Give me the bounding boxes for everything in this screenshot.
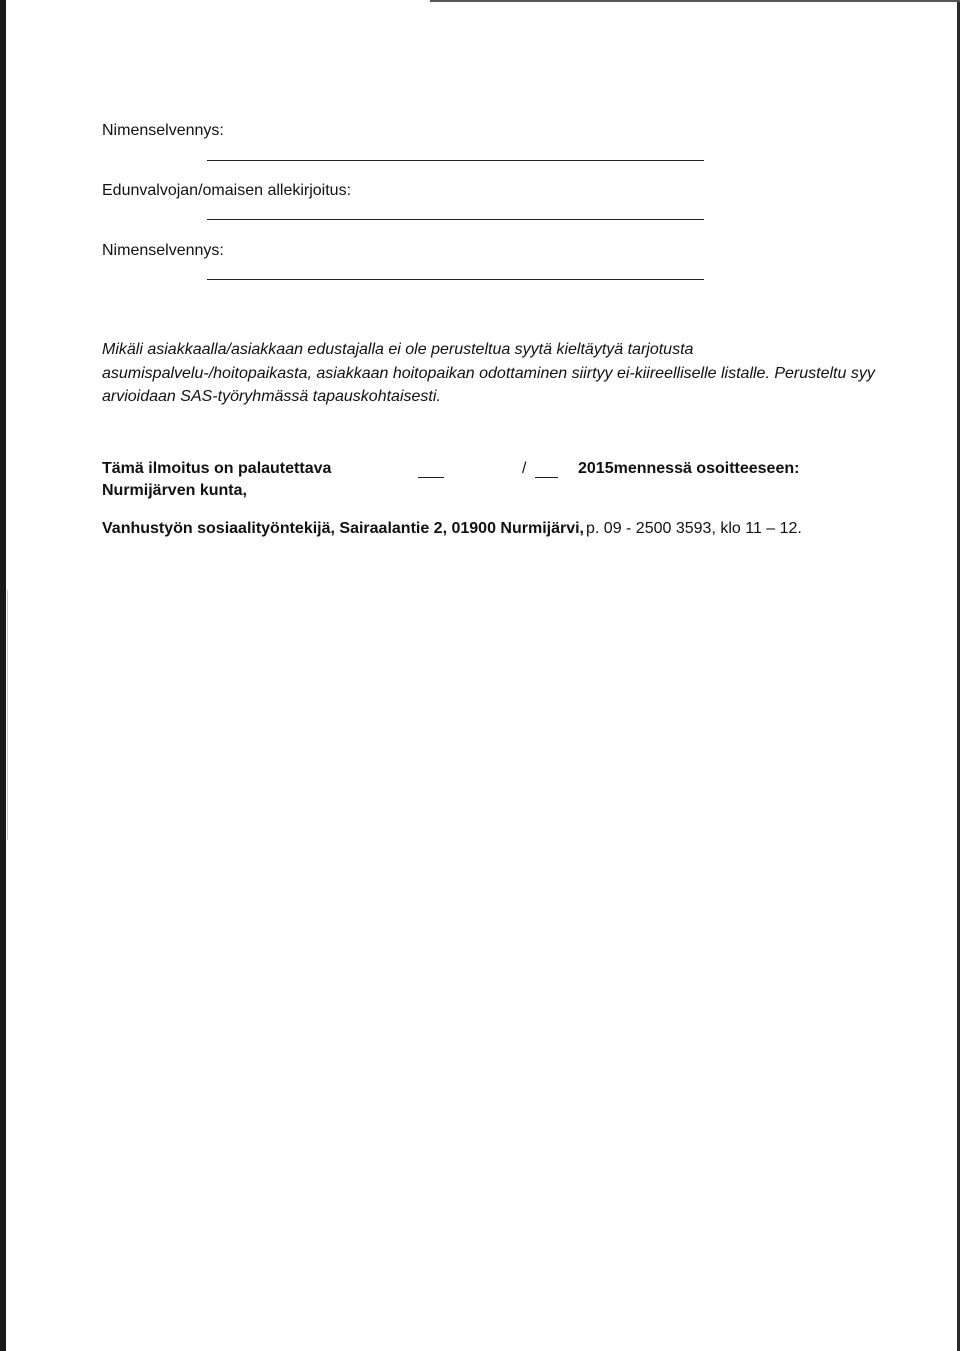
return-month-blank[interactable] <box>535 477 558 478</box>
recipient-address: Vanhustyön sosiaalityöntekijä, Sairaalantie 2, 01900 Nurmijärvi, <box>102 520 584 537</box>
scan-edge-left <box>0 0 6 1351</box>
recipient-organization: Nurmijärven kunta, <box>102 482 247 499</box>
scan-edge-top <box>430 0 960 2</box>
refusal-notice-paragraph: Mikäli asiakkaalla/asiakkaan edustajalla ei ole perusteltua syytä kieltäytyä tarjotusta asumispalvelu-/hoitopaikasta, asiakkaan hoitopaikan odottaminen siirtyy ei-kiireelliselle listalle. Perusteltu syy arvioidaan SAS-työryhmässä tapauskohtaisesti. <box>102 341 875 405</box>
contact-phone-hours: p. 09 - 2500 3593, klo 11 – 12. <box>586 520 802 537</box>
date-slash: / <box>522 460 527 477</box>
return-deadline-suffix: 2015mennessä osoitteeseen: <box>578 460 800 477</box>
guardian-signature-line[interactable] <box>207 219 704 220</box>
name-clarification-label-2: Nimenselvennys: <box>102 242 224 259</box>
name-clarification-label-1: Nimenselvennys: <box>102 122 224 139</box>
scan-mark <box>7 590 8 840</box>
name-clarification-line-2[interactable] <box>207 279 704 280</box>
name-clarification-line-1[interactable] <box>207 160 704 161</box>
return-intro: Tämä ilmoitus on palautettava <box>102 460 332 477</box>
return-day-blank[interactable] <box>418 477 444 478</box>
guardian-signature-label: Edunvalvojan/omaisen allekirjoitus: <box>102 182 352 199</box>
